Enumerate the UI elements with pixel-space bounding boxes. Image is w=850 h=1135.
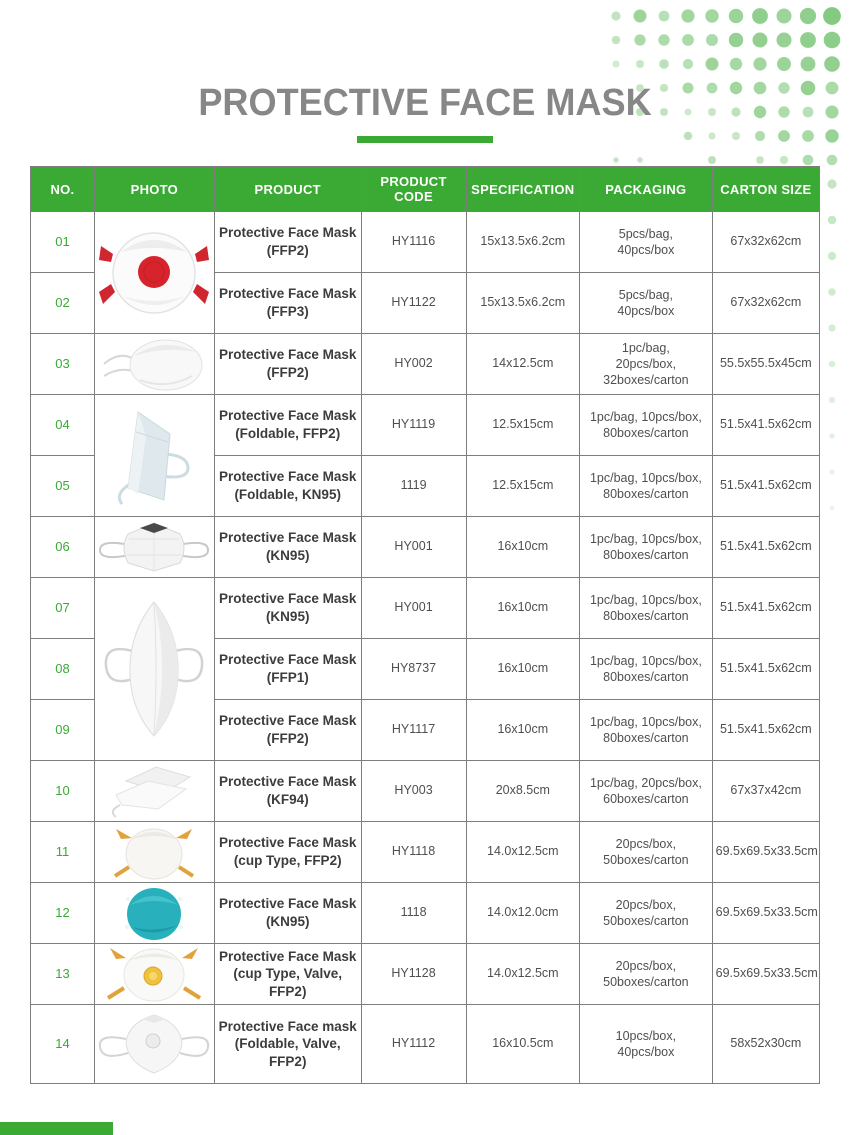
product-name: Protective Face Mask (219, 591, 357, 607)
column-header-carton-size: CARTON SIZE (712, 167, 819, 212)
table-row (31, 334, 820, 395)
packaging-cell (580, 578, 713, 639)
table-row (31, 944, 820, 1005)
specification-cell: 14.0x12.5cm (466, 822, 580, 883)
specification-cell: 14.0x12.0cm (466, 883, 580, 944)
product-name-cell (214, 273, 361, 334)
bottom-accent-bar (0, 1122, 113, 1135)
packaging-cell (580, 212, 713, 273)
column-header-specification: SPECIFICATION (466, 167, 580, 212)
row-number: 12 (31, 883, 95, 944)
product-code-cell: HY003 (361, 761, 466, 822)
product-variant: (cup Type, Valve, FFP2) (233, 966, 342, 999)
table-row (31, 761, 820, 822)
packaging-cell (580, 395, 713, 456)
product-code-cell: HY1119 (361, 395, 466, 456)
product-name-cell (214, 1005, 361, 1084)
specification-cell: 12.5x15cm (466, 395, 580, 456)
packaging-line: 20pcs/box, (615, 356, 677, 371)
specification-cell: 15x13.5x6.2cm (466, 273, 580, 334)
product-name: Protective Face Mask (219, 225, 357, 241)
product-variant: (FFP3) (266, 304, 309, 319)
packaging-cell (580, 1005, 713, 1084)
row-number: 09 (31, 700, 95, 761)
white-foldable-mask-side-photo (94, 578, 214, 761)
packaging-cell (580, 944, 713, 1005)
carton-size-cell: 51.5x41.5x62cm (712, 395, 819, 456)
specification-cell: 15x13.5x6.2cm (466, 212, 580, 273)
carton-size-cell: 69.5x69.5x33.5cm (712, 883, 819, 944)
row-number: 14 (31, 1005, 95, 1084)
packaging-cell (580, 639, 713, 700)
column-header-photo: PHOTO (94, 167, 214, 212)
product-name-cell (214, 456, 361, 517)
product-name: Protective Face Mask (219, 835, 357, 851)
packaging-cell (580, 822, 713, 883)
product-name-cell (214, 822, 361, 883)
teal-cup-mask-photo (94, 883, 214, 944)
product-variant: (FFP2) (266, 365, 309, 380)
product-variant: (KF94) (266, 792, 309, 807)
column-header-product-code: PRODUCT CODE (361, 167, 466, 212)
packaging-cell (580, 273, 713, 334)
table-row (31, 1005, 820, 1084)
packaging-line: 80boxes/carton (603, 670, 689, 684)
kn95-flatfold-mask-photo (94, 517, 214, 578)
packaging-line: 1pc/bag, 10pcs/box, (589, 409, 702, 424)
product-variant: (KN95) (265, 609, 310, 624)
packaging-line: 80boxes/carton (603, 426, 689, 440)
packaging-line: 1pc/bag, 10pcs/box, (589, 470, 702, 485)
product-name-cell (214, 578, 361, 639)
column-header-product: PRODUCT (214, 167, 361, 212)
product-variant: (FFP1) (266, 670, 309, 685)
carton-size-cell: 51.5x41.5x62cm (712, 517, 819, 578)
row-number: 06 (31, 517, 95, 578)
specification-cell: 16x10cm (466, 639, 580, 700)
product-name: Protective Face Mask (219, 408, 357, 424)
row-number: 11 (31, 822, 95, 883)
packaging-line: 1pc/bag, 20pcs/box, (589, 775, 702, 790)
product-name-cell (214, 761, 361, 822)
product-variant: (FFP2) (266, 731, 309, 746)
product-name-cell (214, 639, 361, 700)
product-name-cell (214, 883, 361, 944)
specification-cell: 16x10cm (466, 517, 580, 578)
product-variant: (Foldable, KN95) (234, 487, 341, 502)
row-number: 01 (31, 212, 95, 273)
carton-size-cell: 51.5x41.5x62cm (712, 456, 819, 517)
product-name: Protective Face Mask (219, 286, 357, 302)
product-variant: (FFP2) (266, 243, 309, 258)
page-header (0, 82, 850, 143)
product-name: Protective Face Mask (219, 713, 357, 729)
product-code-cell: HY1112 (361, 1005, 466, 1084)
packaging-line: 50boxes/carton (603, 914, 689, 928)
foldable-valve-mask-photo (94, 1005, 214, 1084)
product-name: Protective Face Mask (219, 347, 357, 363)
cup-mask-valve-photo (94, 944, 214, 1005)
carton-size-cell: 55.5x55.5x45cm (712, 334, 819, 395)
packaging-line: 80boxes/carton (603, 731, 689, 745)
product-name-cell (214, 212, 361, 273)
packaging-line: 1pc/bag, 10pcs/box, (589, 531, 702, 546)
table-row (31, 212, 820, 273)
product-variant: (Foldable, FFP2) (235, 426, 341, 441)
packaging-line: 32boxes/carton (603, 373, 689, 388)
specification-cell: 16x10cm (466, 700, 580, 761)
product-name: Protective Face mask (218, 1018, 357, 1034)
product-code-cell: HY001 (361, 578, 466, 639)
carton-size-cell: 51.5x41.5x62cm (712, 700, 819, 761)
product-name: Protective Face Mask (219, 469, 357, 485)
specification-cell: 16x10cm (466, 578, 580, 639)
table-row (31, 883, 820, 944)
specification-cell: 14x12.5cm (466, 334, 580, 395)
product-code-cell: HY1118 (361, 822, 466, 883)
packaging-line: 40pcs/box (617, 243, 675, 257)
column-header-packaging: PACKAGING (580, 167, 713, 212)
specification-cell: 20x8.5cm (466, 761, 580, 822)
packaging-line: 1pc/bag, 10pcs/box, (589, 653, 702, 668)
product-code-cell: 1119 (361, 456, 466, 517)
table-row (31, 517, 820, 578)
packaging-line: 80boxes/carton (603, 548, 689, 562)
row-number: 10 (31, 761, 95, 822)
product-variant: (KN95) (265, 914, 310, 929)
packaging-line: 80boxes/carton (603, 609, 689, 623)
packaging-line: 50boxes/carton (603, 853, 689, 867)
packaging-line: 5pcs/bag, (618, 287, 673, 302)
specification-cell: 16x10.5cm (466, 1005, 580, 1084)
column-header-no: NO. (31, 167, 95, 212)
product-code-cell: HY1116 (361, 212, 466, 273)
carton-size-cell: 67x32x62cm (712, 273, 819, 334)
carton-size-cell: 58x52x30cm (712, 1005, 819, 1084)
packaging-cell (580, 761, 713, 822)
white-cup-mask-photo (94, 334, 214, 395)
product-name-cell (214, 700, 361, 761)
row-number: 07 (31, 578, 95, 639)
carton-size-cell: 51.5x41.5x62cm (712, 639, 819, 700)
cup-mask-yellow-straps-photo (94, 822, 214, 883)
product-code-cell: HY001 (361, 517, 466, 578)
table-row (31, 395, 820, 456)
carton-size-cell: 67x37x42cm (712, 761, 819, 822)
row-number: 08 (31, 639, 95, 700)
packaging-line: 80boxes/carton (603, 487, 689, 501)
packaging-cell (580, 456, 713, 517)
product-code-cell: HY1117 (361, 700, 466, 761)
packaging-line: 20pcs/box, (615, 958, 677, 973)
product-code-cell: HY002 (361, 334, 466, 395)
red-valve-cup-mask-photo (94, 212, 214, 334)
product-name: Protective Face Mask (219, 530, 357, 546)
packaging-line: 20pcs/box, (615, 897, 677, 912)
row-number: 04 (31, 395, 95, 456)
product-variant: (cup Type, FFP2) (233, 853, 342, 868)
packaging-line: 50boxes/carton (603, 975, 689, 989)
product-code-cell: HY8737 (361, 639, 466, 700)
specification-cell: 14.0x12.5cm (466, 944, 580, 1005)
product-name: Protective Face Mask (219, 652, 357, 668)
product-name: Protective Face Mask (219, 774, 357, 790)
table-header (31, 167, 820, 212)
carton-size-cell: 51.5x41.5x62cm (712, 578, 819, 639)
packaging-line: 40pcs/box (617, 304, 675, 318)
packaging-cell (580, 883, 713, 944)
packaging-line: 20pcs/box, (615, 836, 677, 851)
kf94-mask-photo (94, 761, 214, 822)
packaging-line: 40pcs/box (617, 1045, 675, 1059)
product-variant: (KN95) (265, 548, 310, 563)
product-name: Protective Face Mask (219, 896, 357, 912)
product-name-cell (214, 334, 361, 395)
carton-size-cell: 69.5x69.5x33.5cm (712, 944, 819, 1005)
row-number: 13 (31, 944, 95, 1005)
row-number: 03 (31, 334, 95, 395)
product-name-cell (214, 395, 361, 456)
packaging-line: 60boxes/carton (603, 792, 689, 806)
packaging-cell (580, 334, 713, 395)
product-name: Protective Face Mask (219, 948, 357, 964)
packaging-line: 5pcs/bag, (618, 226, 673, 241)
table-row (31, 822, 820, 883)
packaging-line: 10pcs/box, (615, 1028, 677, 1043)
blue-foldable-mask-photo (94, 395, 214, 517)
carton-size-cell: 67x32x62cm (712, 212, 819, 273)
carton-size-cell: 69.5x69.5x33.5cm (712, 822, 819, 883)
page-title: PROTECTIVE FACE MASK (198, 82, 652, 124)
packaging-line: 1pc/bag, 10pcs/box, (589, 714, 702, 729)
product-variant: (Foldable, Valve, FFP2) (234, 1036, 341, 1069)
row-number: 02 (31, 273, 95, 334)
row-number: 05 (31, 456, 95, 517)
packaging-line: 1pc/bag, 10pcs/box, (589, 592, 702, 607)
product-catalog-table (30, 166, 820, 1084)
product-code-cell: HY1128 (361, 944, 466, 1005)
packaging-cell (580, 517, 713, 578)
title-underline-bar (357, 136, 493, 143)
table-row (31, 578, 820, 639)
product-code-cell: 1118 (361, 883, 466, 944)
specification-cell: 12.5x15cm (466, 456, 580, 517)
product-name-cell (214, 944, 361, 1005)
product-code-cell: HY1122 (361, 273, 466, 334)
packaging-cell (580, 700, 713, 761)
product-name-cell (214, 517, 361, 578)
packaging-line: 1pc/bag, (621, 340, 670, 355)
